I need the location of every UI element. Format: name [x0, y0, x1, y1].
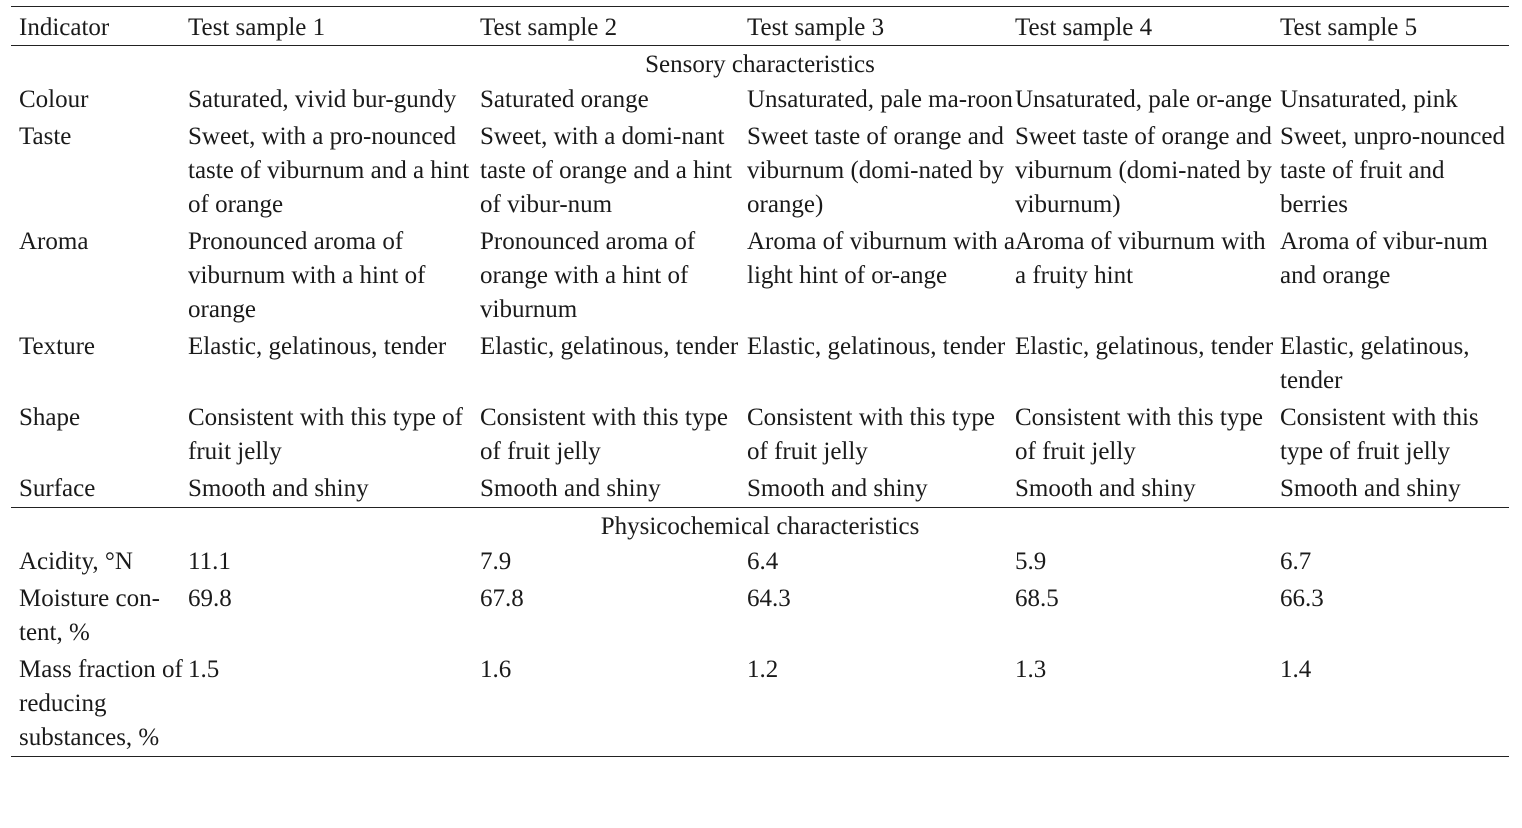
section-row [11, 508, 1509, 546]
table-cell: 1.6 [480, 653, 747, 757]
row-label: Shape [19, 404, 81, 431]
header-cell: Test sample 3 [747, 7, 1015, 46]
table-row [11, 83, 1509, 120]
table-cell: Smooth and shiny [1280, 472, 1509, 508]
results-table-container [11, 6, 1509, 757]
table-header-row [11, 7, 1509, 46]
table-cell: 11.1 [188, 548, 231, 575]
table-cell: Unsaturated, pale ma-roon [747, 86, 1013, 113]
table-cell: 69.8 [188, 585, 232, 612]
table-cell: Pronounced aroma of orange with a hint of viburnum [480, 228, 696, 323]
table-cell: 66.3 [1280, 585, 1324, 612]
table-cell: Saturated orange [480, 86, 649, 113]
table-cell: Saturated, vivid bur-gundy [188, 86, 457, 113]
section-title: Sensory characteristics [645, 51, 875, 78]
row-label: Mass fraction of reducing substances, % [11, 653, 188, 757]
table-cell: Sweet taste of orange and viburnum (domi-nated by viburnum) [1015, 123, 1272, 218]
table-cell: Smooth and shiny [480, 472, 747, 508]
table-cell: Smooth and shiny [1015, 472, 1280, 508]
table-cell: Elastic, gelatinous, tender [1280, 333, 1470, 394]
table-cell: Smooth and shiny [188, 472, 480, 508]
results-table [11, 6, 1509, 757]
table-cell: 1.2 [747, 653, 1015, 757]
table-cell: Unsaturated, pale or-ange [1015, 86, 1273, 113]
header-cell: Test sample 5 [1280, 7, 1509, 46]
table-cell: Elastic, gelatinous, tender [747, 333, 1006, 360]
section-row [11, 46, 1509, 84]
table-cell: 64.3 [747, 585, 791, 612]
table-cell: Sweet, with a domi-nant taste of orange and a hint of vibur-num [480, 123, 732, 218]
table-cell: 1.4 [1280, 653, 1509, 757]
table-cell: 68.5 [1015, 585, 1059, 612]
table-row [11, 472, 1509, 508]
table-cell: Consistent with this type of fruit jelly [1015, 404, 1263, 465]
table-row [11, 545, 1509, 582]
header-cell: Test sample 4 [1015, 7, 1280, 46]
row-label: Surface [11, 472, 188, 508]
header-cell: Indicator [11, 7, 188, 46]
table-cell: Elastic, gelatinous, tender [480, 333, 739, 360]
table-cell: Consistent with this type of fruit jelly [747, 404, 995, 465]
table-cell: Aroma of viburnum with a light hint of or-ange [747, 228, 1016, 289]
table-cell: 1.5 [188, 653, 480, 757]
table-cell: Sweet, unpro-nounced taste of fruit and berries [1280, 123, 1505, 218]
section-title: Physicochemical characteristics [600, 513, 920, 540]
table-cell: 1.3 [1015, 653, 1280, 757]
table-cell: Unsaturated, pink [1280, 86, 1458, 113]
row-label: Aroma [19, 228, 89, 255]
table-cell: 67.8 [480, 585, 524, 612]
header-cell: Test sample 2 [480, 7, 747, 46]
table-cell: Consistent with this type of fruit jelly [480, 404, 728, 465]
row-label: Colour [19, 86, 89, 113]
table-cell: 7.9 [480, 548, 512, 575]
table-cell: Aroma of viburnum with a fruity hint [1015, 228, 1266, 289]
table-row [11, 330, 1509, 401]
table-cell: Smooth and shiny [747, 472, 1015, 508]
row-label: Taste [19, 123, 72, 150]
table-cell: 5.9 [1015, 548, 1047, 575]
table-row [11, 120, 1509, 225]
table-row [11, 225, 1509, 330]
table-cell: Pronounced aroma of viburnum with a hint of orange [188, 228, 426, 323]
table-row [11, 401, 1509, 472]
header-cell: Test sample 1 [188, 7, 480, 46]
table-cell: Sweet taste of orange and viburnum (domi-nated by orange) [747, 123, 1004, 218]
table-cell: Elastic, gelatinous, tender [188, 333, 447, 360]
table-cell: Consistent with this type of fruit jelly [1280, 404, 1479, 465]
table-row [11, 582, 1509, 653]
table-cell: Sweet, with a pro-nounced taste of viburnum and a hint of orange [188, 123, 470, 218]
table-cell: Consistent with this type of fruit jelly [188, 404, 463, 465]
table-row [11, 653, 1509, 757]
table-cell: 6.4 [747, 548, 779, 575]
row-label: Texture [19, 333, 95, 360]
row-label: Moisture con-tent, % [19, 585, 160, 646]
table-cell: Elastic, gelatinous, tender [1015, 333, 1274, 360]
table-cell: Aroma of vibur-num and orange [1280, 228, 1488, 289]
table-cell: 6.7 [1280, 548, 1312, 575]
row-label: Acidity, °N [19, 548, 133, 575]
